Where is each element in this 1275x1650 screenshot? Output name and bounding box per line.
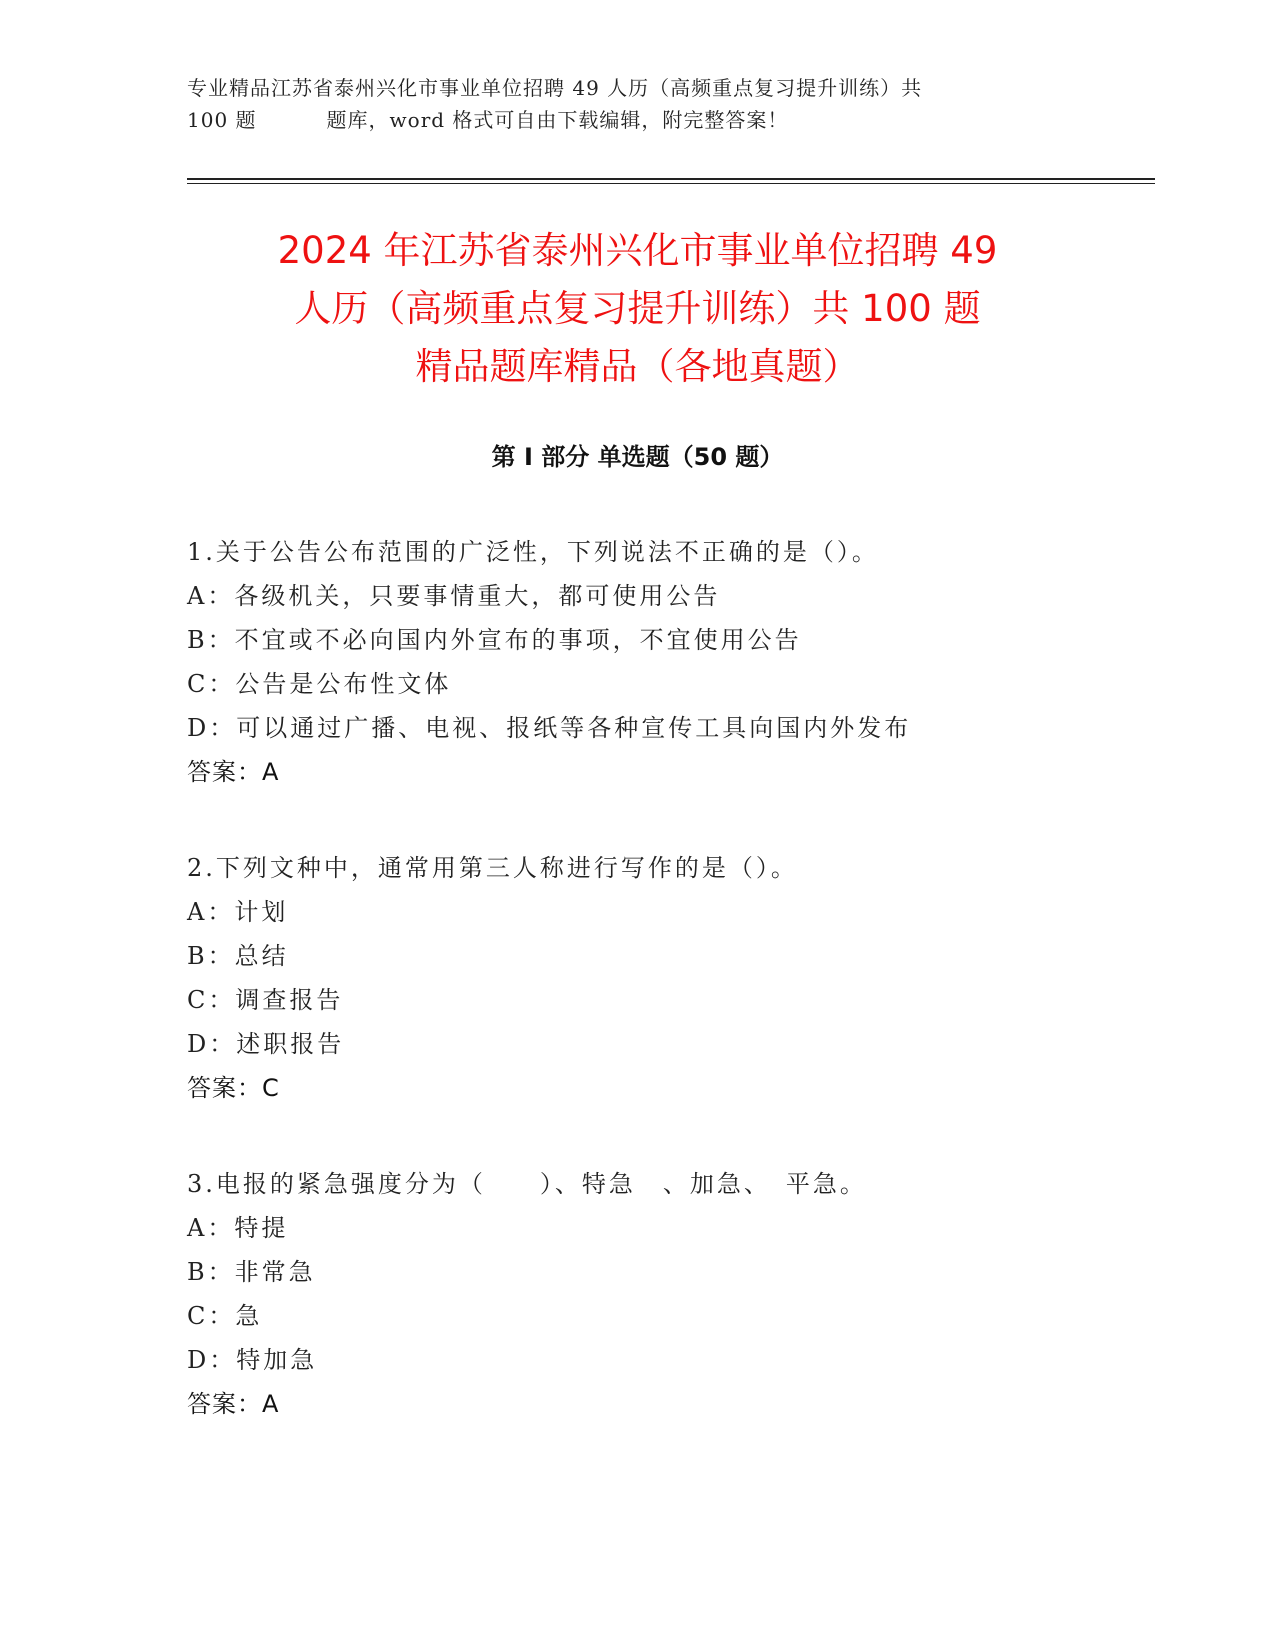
section-title: 第 I 部分 单选题（50 题） (491, 443, 784, 471)
question-3 (187, 1162, 1147, 1426)
answer: 答案：A (187, 1390, 280, 1418)
question-stem: 3.电报的紧急强度分为（ ）、特急 、加急、 平急。 (187, 1170, 867, 1198)
header-line-2 (187, 104, 1087, 136)
answer: 答案：C (187, 1074, 280, 1102)
option-d: D：述职报告 (187, 1030, 345, 1058)
title-line-1: 2024 年江苏省泰州兴化市事业单位招聘 49 (277, 229, 998, 272)
header-divider-thin (187, 183, 1155, 184)
answer: 答案：A (187, 758, 280, 786)
header-line-1: 专业精品江苏省泰州兴化市事业单位招聘 49 人历（高频重点复习提升训练）共 (187, 76, 923, 100)
option-a: A：特提 (187, 1214, 289, 1242)
title-line-3: 精品题库精品（各地真题） (415, 345, 860, 388)
document-title (140, 222, 1135, 396)
option-c: C：调查报告 (187, 986, 344, 1014)
title-line-2: 人历（高频重点复习提升训练）共 100 题 (294, 287, 981, 330)
option-d: D：可以通过广播、电视、报纸等各种宣传工具向国内外发布 (187, 714, 912, 742)
option-b: B：总结 (187, 942, 289, 970)
option-c: C：急 (187, 1302, 263, 1330)
option-b: B：不宜或不必向国内外宣布的事项，不宜使用公告 (187, 626, 802, 654)
option-a: A：计划 (187, 898, 289, 926)
question-stem: 1.关于公告公布范围的广泛性，下列说法不正确的是（）。 (187, 538, 879, 566)
question-stem: 2.下列文种中，通常用第三人称进行写作的是（）。 (187, 854, 798, 882)
option-a: A：各级机关，只要事情重大，都可使用公告 (187, 582, 721, 610)
question-list (187, 530, 1147, 1478)
question-1 (187, 530, 1147, 794)
header-divider-thick (187, 178, 1155, 180)
option-c: C：公告是公布性文体 (187, 670, 452, 698)
header-note (187, 72, 1087, 136)
option-d: D：特加急 (187, 1346, 318, 1374)
option-b: B：非常急 (187, 1258, 316, 1286)
question-2 (187, 846, 1147, 1110)
header-line-2-suffix: 题库，word 格式可自由下载编辑，附完整答案！ (326, 108, 789, 132)
header-line-2-prefix: 100 题 (187, 108, 257, 132)
